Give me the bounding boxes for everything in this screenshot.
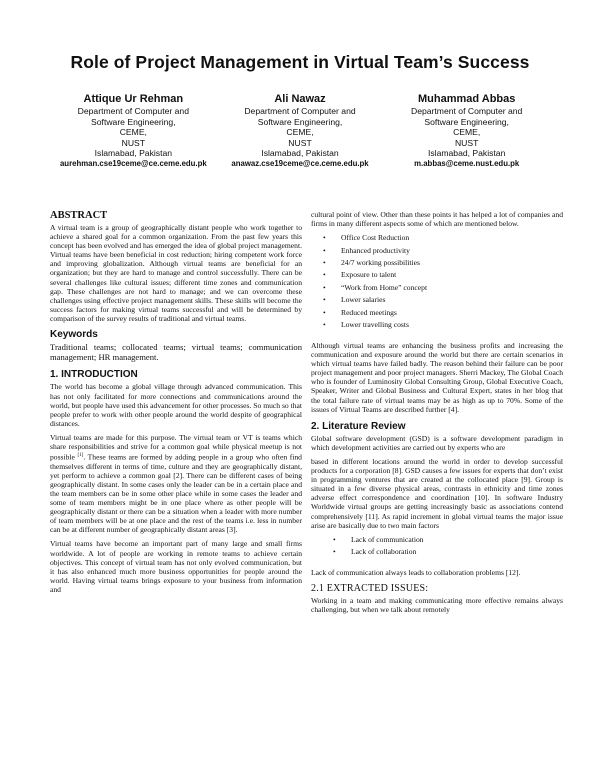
author-name: Ali Nawaz (274, 93, 326, 105)
author-email: aurehman.cse19ceme@ce.ceme.edu.pk (59, 158, 207, 168)
list-item: • Lower salaries (331, 295, 563, 304)
author-dept-line2: Software Engineering, (424, 116, 509, 127)
author-dept-line2: Software Engineering, (91, 116, 176, 127)
list-item: • Reduced meetings (331, 308, 563, 317)
author-dept-line1: Department of Computer and (77, 106, 189, 116)
paper-title: Role of Project Management in Virtual Team’s Success (70, 52, 530, 72)
author-1 (50, 92, 217, 170)
literature-paragraph-3: Lack of communication always leads to collaboration problems [12]. (311, 568, 521, 578)
intro-paragraph-3: Virtual teams have become an important part of many large and small firms worldwide. A lot of people are working in remote teams to achieve certain objectives. This concept of virtual team has not only evolved communication, but it has also enhanced much more business opportunities for people around the world. Having virtual teams brings exposure to your business from information and (50, 539, 302, 594)
author-org: CEME, (453, 127, 481, 138)
author-city: Islamabad, Pakistan (261, 148, 339, 159)
list-item: • Exposure to talent (331, 270, 563, 279)
abstract-text: A virtual team is a group of geographically distant people who work together to achieve a shared goal for a common organization. From the past few years this concept has been evolved and has emerged the idea of global project management. Virtual teams have been beneficial in cost reduction; hiring competent work force and improving globalization. Although virtual teams are beneficial for an organization; but they are hard to manage and control successfully. There can be several challenges like cultural issues; different time zones and communication gap. These challenges are not hard to manage; and we can overcome these challenges using effective project management skills. These skills will become the success factors for making virtual teams successful and will be determined by comparison of the survey results of traditional and virtual teams. (50, 223, 302, 323)
author-university: NUST (121, 137, 146, 148)
author-2 (217, 92, 384, 170)
left-column (50, 210, 302, 599)
literature-paragraph-2: based in different locations around the world in order to develop successful products for a corporation [8]. GSD causes a few issues for experts that don’t exist in programming ventures that are created at the collocated place [9]. Group is situated in a few diverse physical areas, contrasts in ethnicity and time zones adverse effect correspondence and coordination [10]. In software Industry Worldwide virtual groups are getting increasingly basic as associations contend comprehensively [11]. As rapid increment in global virtual teams the major issue arise are basically due to two main factors (311, 456, 563, 530)
list-item: • “Work from Home” concept (331, 283, 563, 292)
intro-paragraph-1: The world has become a global village through advanced communication. This has not only facilitated for more connections and communications around the world, but people have used this advancement for other processes. So much so that people prefer to work with other people around the world despite of geographical distances. (50, 382, 303, 428)
keywords-heading: Keywords (50, 329, 98, 341)
author-dept-line2: Software Engineering, (257, 116, 343, 127)
failure-paragraph: Although virtual teams are enhancing the business profits and increasing the communication and exposure around the world but there are certain scenarios in which virtual teams have failed badly. The reason behind their failure can be poor project management and poor project managers. Sherri Mackey, The Global Coach who is founder of Luminosity Global Consulting Group, Global Executive Coach, Speaker, Writer and Global Business and Cultural Expert, states in her blog that the total failure rate of virtual teams may be as high as up to 70%. Some of the issues of Virtual Teams are described further [4]. (311, 341, 563, 414)
author-org: CEME, (286, 127, 314, 138)
benefits-intro: cultural point of view. Other than these points it has helped a lot of companies and firms in many different aspects some of which are mentioned below. (311, 210, 563, 229)
author-name: Attique Ur Rehman (83, 93, 184, 105)
author-3 (383, 92, 550, 170)
author-email: m.abbas@ceme.nust.edu.pk (414, 158, 520, 168)
factors-list (311, 535, 563, 556)
intro-p2-part1: Virtual teams are made for this purpose. The virtual team or VT is teams which share responsibilities and strive for a common goal while physical meetup is not possible (50, 432, 302, 462)
author-block (50, 92, 550, 170)
author-dept-line1: Department of Computer and (411, 106, 523, 116)
list-item: • Enhanced productivity (331, 246, 563, 255)
literature-paragraph-1: Global software development (GSD) is a software development paradigm in which development activities are carried out by experts who are (311, 433, 563, 452)
intro-p2-part2: . These teams are formed by adding people in a group who often find themselves different in terms of time, culture and they are geographically distant, yet perform to achieve a common goal [2]. There can be different cases of being geographically distant. In some cases only the leader can be in a certain place and the team members can be in some other place while in some cases the leader and some of team members might be in one place where as other people will be geographically distant or there can be a situation when a leader with more number of team members will be at one place and the rest of the teams i.e. less in number can be at different number of geographically distant areas [3]. (50, 452, 302, 535)
literature-review-heading: 2. Literature Review (311, 420, 406, 432)
author-university: NUST (288, 137, 312, 148)
introduction-heading: 1. INTRODUCTION (50, 369, 138, 381)
citation-ref: [1] (77, 453, 84, 459)
author-city: Islamabad, Pakistan (94, 148, 173, 159)
benefits-list (311, 233, 563, 329)
author-city: Islamabad, Pakistan (427, 148, 506, 159)
list-item: • Lack of communication (341, 535, 563, 544)
author-org: CEME, (119, 127, 147, 138)
keywords-text: Traditional teams; collocated teams; virtual teams; communication management; HR management. (50, 342, 302, 363)
abstract-heading: ABSTRACT (50, 210, 108, 221)
extracted-issues-heading: 2.1 EXTRACTED ISSUES: (311, 583, 429, 595)
intro-paragraph-2 (50, 433, 302, 535)
extracted-issues-paragraph: Working in a team and making communicating more effective remains always challenging, but when we talk about remotely (311, 596, 563, 615)
author-name: Muhammad Abbas (417, 93, 516, 105)
list-item: • Lower travelling costs (331, 320, 563, 329)
list-item: • Office Cost Reduction (331, 233, 563, 242)
author-email: anawaz.cse19ceme@ce.ceme.edu.pk (231, 158, 369, 168)
author-dept-line1: Department of Computer and (244, 106, 356, 116)
author-university: NUST (454, 137, 479, 148)
list-item: • 24/7 working possibilities (331, 258, 563, 267)
right-column (311, 210, 563, 619)
list-item: • Lack of collaboration (341, 547, 563, 556)
